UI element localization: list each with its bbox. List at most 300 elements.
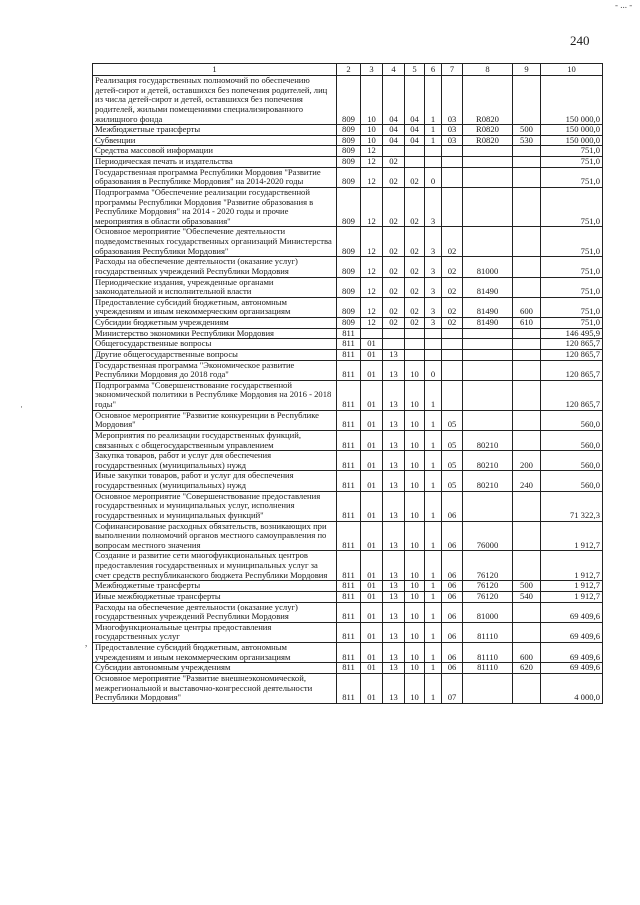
code-subsection-cell xyxy=(383,146,405,157)
code-subsection-cell: 13 xyxy=(383,663,405,674)
table-row xyxy=(93,591,603,602)
code-direction-cell: 81490 xyxy=(463,297,513,317)
row-name-cell: Многофункциональные центры предоставления государственных услуг xyxy=(93,622,337,642)
code-expense-type-cell: 540 xyxy=(513,591,541,602)
code-admin-cell: 811 xyxy=(337,491,361,521)
row-name-cell: Субсидии бюджетным учреждениям xyxy=(93,318,337,329)
code-program-cell xyxy=(405,328,425,339)
code-event-cell: 02 xyxy=(442,297,463,317)
code-subprogram-cell: 1 xyxy=(425,581,442,592)
code-section-cell: 01 xyxy=(361,602,383,622)
code-subprogram-cell: 1 xyxy=(425,673,442,703)
code-admin-cell: 809 xyxy=(337,125,361,136)
row-name-cell: Периодическая печать и издательства xyxy=(93,157,337,168)
table-row xyxy=(93,227,603,257)
code-section-cell: 01 xyxy=(361,430,383,450)
code-subprogram-cell: 1 xyxy=(425,663,442,674)
amount-cell: 751,0 xyxy=(541,257,603,277)
amount-cell: 69 409,6 xyxy=(541,643,603,663)
code-subsection-cell xyxy=(383,339,405,350)
amount-cell: 146 495,9 xyxy=(541,328,603,339)
code-direction-cell xyxy=(463,410,513,430)
amount-cell: 69 409,6 xyxy=(541,622,603,642)
code-section-cell: 12 xyxy=(361,187,383,227)
code-admin-cell: 811 xyxy=(337,451,361,471)
row-name-cell: Создание и развитие сети многофункциональных центров предоставления государственных и муниципальных услуг за счет средств республиканского бюджета Республики Мордовия xyxy=(93,551,337,581)
column-header: 8 xyxy=(463,64,513,76)
code-expense-type-cell xyxy=(513,227,541,257)
code-event-cell xyxy=(442,328,463,339)
row-name-cell: Основное мероприятие "Развитие внешнеэкономической, межрегиональной и выставочно-конгрессной деятельности Республики Мордовия" xyxy=(93,673,337,703)
code-subsection-cell: 13 xyxy=(383,410,405,430)
code-expense-type-cell xyxy=(513,410,541,430)
amount-cell: 751,0 xyxy=(541,187,603,227)
row-name-cell: Иные межбюджетные трансферты xyxy=(93,591,337,602)
code-admin-cell: 811 xyxy=(337,471,361,491)
code-section-cell: 01 xyxy=(361,360,383,380)
row-name-cell: Государственная программа Республики Мордовия "Развитие образования в Республике Мордовия" на 2014-2020 годы xyxy=(93,167,337,187)
code-section-cell: 01 xyxy=(361,521,383,551)
row-name-cell: Предоставление субсидий бюджетным, автономным учреждениям и иным некоммерческим организациям xyxy=(93,297,337,317)
code-subprogram-cell: 1 xyxy=(425,521,442,551)
code-subprogram-cell: 1 xyxy=(425,125,442,136)
code-section-cell: 01 xyxy=(361,663,383,674)
code-event-cell xyxy=(442,187,463,227)
code-subprogram-cell: 1 xyxy=(425,410,442,430)
code-subsection-cell: 02 xyxy=(383,187,405,227)
code-subsection-cell xyxy=(383,328,405,339)
code-program-cell: 02 xyxy=(405,167,425,187)
code-expense-type-cell xyxy=(513,328,541,339)
code-subprogram-cell: 3 xyxy=(425,277,442,297)
amount-cell: 751,0 xyxy=(541,157,603,168)
table-row xyxy=(93,328,603,339)
scan-dot-mark: , xyxy=(85,638,88,648)
code-program-cell: 10 xyxy=(405,591,425,602)
code-subsection-cell: 13 xyxy=(383,380,405,410)
code-expense-type-cell: 200 xyxy=(513,451,541,471)
code-program-cell: 10 xyxy=(405,663,425,674)
code-event-cell: 05 xyxy=(442,410,463,430)
code-section-cell: 01 xyxy=(361,581,383,592)
code-event-cell xyxy=(442,360,463,380)
code-admin-cell: 809 xyxy=(337,76,361,125)
code-expense-type-cell xyxy=(513,360,541,380)
code-section-cell: 01 xyxy=(361,622,383,642)
code-section-cell: 01 xyxy=(361,349,383,360)
table-row xyxy=(93,491,603,521)
code-program-cell: 02 xyxy=(405,227,425,257)
code-expense-type-cell: 620 xyxy=(513,663,541,674)
code-subprogram-cell: 3 xyxy=(425,318,442,329)
code-event-cell: 06 xyxy=(442,663,463,674)
amount-cell: 560,0 xyxy=(541,471,603,491)
amount-cell: 1 912,7 xyxy=(541,551,603,581)
code-admin-cell: 809 xyxy=(337,227,361,257)
code-admin-cell: 809 xyxy=(337,257,361,277)
row-name-cell: Субсидии автономным учреждениям xyxy=(93,663,337,674)
code-expense-type-cell xyxy=(513,521,541,551)
code-event-cell: 06 xyxy=(442,551,463,581)
code-subsection-cell: 02 xyxy=(383,157,405,168)
code-direction-cell xyxy=(463,491,513,521)
code-section-cell: 01 xyxy=(361,339,383,350)
code-section-cell: 01 xyxy=(361,643,383,663)
code-direction-cell: 81490 xyxy=(463,318,513,329)
amount-cell: 150 000,0 xyxy=(541,76,603,125)
column-header: 2 xyxy=(337,64,361,76)
row-name-cell: Мероприятия по реализации государственных функций, связанных с общегосударственным управлением xyxy=(93,430,337,450)
table-row xyxy=(93,410,603,430)
code-subprogram-cell xyxy=(425,328,442,339)
code-section-cell xyxy=(361,328,383,339)
code-direction-cell: 76000 xyxy=(463,521,513,551)
code-event-cell: 06 xyxy=(442,591,463,602)
code-section-cell: 12 xyxy=(361,157,383,168)
code-event-cell: 02 xyxy=(442,257,463,277)
code-event-cell: 05 xyxy=(442,451,463,471)
code-subprogram-cell: 1 xyxy=(425,591,442,602)
code-event-cell: 06 xyxy=(442,622,463,642)
table-row xyxy=(93,360,603,380)
code-expense-type-cell xyxy=(513,491,541,521)
code-event-cell: 06 xyxy=(442,521,463,551)
row-name-cell: Софинансирование расходных обязательств, возникающих при выполнении полномочий органов местного самоуправления по вопросам местного значения xyxy=(93,521,337,551)
code-event-cell: 02 xyxy=(442,277,463,297)
code-subsection-cell: 13 xyxy=(383,673,405,703)
code-program-cell: 10 xyxy=(405,430,425,450)
code-subsection-cell: 02 xyxy=(383,257,405,277)
code-direction-cell: 81110 xyxy=(463,663,513,674)
code-direction-cell: 81000 xyxy=(463,257,513,277)
table-row xyxy=(93,167,603,187)
code-admin-cell: 809 xyxy=(337,146,361,157)
code-direction-cell xyxy=(463,328,513,339)
code-direction-cell xyxy=(463,187,513,227)
row-name-cell: Общегосударственные вопросы xyxy=(93,339,337,350)
code-direction-cell xyxy=(463,339,513,350)
column-header: 10 xyxy=(541,64,603,76)
row-name-cell: Средства массовой информации xyxy=(93,146,337,157)
code-program-cell: 10 xyxy=(405,673,425,703)
table-row xyxy=(93,135,603,146)
amount-cell: 120 865,7 xyxy=(541,380,603,410)
code-section-cell: 01 xyxy=(361,591,383,602)
code-event-cell: 03 xyxy=(442,76,463,125)
code-direction-cell xyxy=(463,360,513,380)
amount-cell: 560,0 xyxy=(541,410,603,430)
code-admin-cell: 809 xyxy=(337,157,361,168)
table-row xyxy=(93,581,603,592)
code-section-cell: 10 xyxy=(361,135,383,146)
code-expense-type-cell xyxy=(513,622,541,642)
table-row xyxy=(93,451,603,471)
row-name-cell: Подпрограмма "Совершенствование государственной экономической политики в Республике Мордовия на 2016 - 2018 годы" xyxy=(93,380,337,410)
amount-cell: 4 000,0 xyxy=(541,673,603,703)
code-subsection-cell: 04 xyxy=(383,125,405,136)
code-direction-cell: 80210 xyxy=(463,471,513,491)
table-row xyxy=(93,146,603,157)
code-expense-type-cell: 610 xyxy=(513,318,541,329)
code-direction-cell: 81490 xyxy=(463,277,513,297)
code-subsection-cell: 13 xyxy=(383,430,405,450)
code-subprogram-cell: 1 xyxy=(425,622,442,642)
code-admin-cell: 811 xyxy=(337,643,361,663)
code-admin-cell: 811 xyxy=(337,360,361,380)
code-direction-cell xyxy=(463,227,513,257)
code-section-cell: 12 xyxy=(361,277,383,297)
code-section-cell: 10 xyxy=(361,125,383,136)
code-event-cell xyxy=(442,349,463,360)
code-direction-cell: 80210 xyxy=(463,430,513,450)
row-name-cell: Министерство экономики Республики Мордовия xyxy=(93,328,337,339)
code-event-cell xyxy=(442,339,463,350)
code-direction-cell xyxy=(463,673,513,703)
code-program-cell: 02 xyxy=(405,318,425,329)
amount-cell: 150 000,0 xyxy=(541,135,603,146)
column-header: 9 xyxy=(513,64,541,76)
code-program-cell: 10 xyxy=(405,491,425,521)
code-admin-cell: 811 xyxy=(337,551,361,581)
code-program-cell: 04 xyxy=(405,125,425,136)
row-name-cell: Основное мероприятие "Совершенствование предоставления государственных и муниципальных услуг, исполнения государственных и муниципальных функций" xyxy=(93,491,337,521)
code-direction-cell: 76120 xyxy=(463,591,513,602)
code-event-cell: 05 xyxy=(442,430,463,450)
code-expense-type-cell xyxy=(513,167,541,187)
code-program-cell: 10 xyxy=(405,410,425,430)
code-subsection-cell: 13 xyxy=(383,491,405,521)
code-admin-cell: 811 xyxy=(337,622,361,642)
amount-cell: 751,0 xyxy=(541,146,603,157)
code-program-cell: 04 xyxy=(405,135,425,146)
code-subsection-cell: 13 xyxy=(383,602,405,622)
code-expense-type-cell: 500 xyxy=(513,581,541,592)
table-row xyxy=(93,471,603,491)
code-subsection-cell: 02 xyxy=(383,167,405,187)
code-direction-cell: 76120 xyxy=(463,551,513,581)
code-event-cell xyxy=(442,380,463,410)
amount-cell: 560,0 xyxy=(541,451,603,471)
table-row xyxy=(93,521,603,551)
code-program-cell: 10 xyxy=(405,643,425,663)
code-program-cell xyxy=(405,146,425,157)
code-subsection-cell: 02 xyxy=(383,227,405,257)
table-row xyxy=(93,663,603,674)
code-direction-cell: R0820 xyxy=(463,135,513,146)
code-expense-type-cell xyxy=(513,277,541,297)
table-row xyxy=(93,551,603,581)
row-name-cell: Реализация государственных полномочий по обеспечению детей-сирот и детей, оставшихся без попечения родителей, лиц из числа детей-сирот и детей, оставшихся без попечения родителей, жилыми помещениями специализированного жилищного фонда xyxy=(93,76,337,125)
code-expense-type-cell xyxy=(513,430,541,450)
code-admin-cell: 811 xyxy=(337,521,361,551)
code-expense-type-cell: 530 xyxy=(513,135,541,146)
table-row xyxy=(93,380,603,410)
code-expense-type-cell: 600 xyxy=(513,643,541,663)
code-event-cell xyxy=(442,167,463,187)
code-subprogram-cell: 1 xyxy=(425,135,442,146)
code-program-cell: 10 xyxy=(405,471,425,491)
code-subsection-cell: 13 xyxy=(383,591,405,602)
code-subprogram-cell xyxy=(425,349,442,360)
code-program-cell: 02 xyxy=(405,257,425,277)
scan-dot-mark: · xyxy=(20,402,23,412)
row-name-cell: Периодические издания, учрежденные органами законодательной и исполнительной власти xyxy=(93,277,337,297)
table-row xyxy=(93,187,603,227)
code-event-cell: 06 xyxy=(442,643,463,663)
code-section-cell: 12 xyxy=(361,297,383,317)
code-direction-cell: R0820 xyxy=(463,125,513,136)
table-row xyxy=(93,157,603,168)
amount-cell: 751,0 xyxy=(541,277,603,297)
code-subprogram-cell xyxy=(425,339,442,350)
code-program-cell: 10 xyxy=(405,521,425,551)
code-direction-cell xyxy=(463,157,513,168)
code-expense-type-cell xyxy=(513,157,541,168)
code-expense-type-cell xyxy=(513,339,541,350)
code-subprogram-cell: 1 xyxy=(425,430,442,450)
amount-cell: 751,0 xyxy=(541,318,603,329)
code-subsection-cell: 13 xyxy=(383,643,405,663)
code-subprogram-cell: 1 xyxy=(425,380,442,410)
code-event-cell xyxy=(442,146,463,157)
code-event-cell: 03 xyxy=(442,125,463,136)
code-subprogram-cell: 1 xyxy=(425,551,442,581)
code-program-cell: 02 xyxy=(405,187,425,227)
amount-cell: 1 912,7 xyxy=(541,521,603,551)
code-direction-cell xyxy=(463,146,513,157)
table-row xyxy=(93,257,603,277)
code-subsection-cell: 13 xyxy=(383,360,405,380)
code-event-cell: 02 xyxy=(442,227,463,257)
code-subprogram-cell: 1 xyxy=(425,491,442,521)
code-section-cell: 12 xyxy=(361,146,383,157)
code-subprogram-cell: 1 xyxy=(425,76,442,125)
table-row xyxy=(93,76,603,125)
row-name-cell: Субвенции xyxy=(93,135,337,146)
table-row xyxy=(93,430,603,450)
code-expense-type-cell xyxy=(513,380,541,410)
code-expense-type-cell xyxy=(513,602,541,622)
table-row xyxy=(93,318,603,329)
row-name-cell: Государственная программа "Экономическое развитие Республики Мордовия до 2018 года" xyxy=(93,360,337,380)
code-program-cell: 10 xyxy=(405,360,425,380)
row-name-cell: Предоставление субсидий бюджетным, автономным учреждениям и иным некоммерческим организациям xyxy=(93,643,337,663)
code-subsection-cell: 13 xyxy=(383,521,405,551)
code-subsection-cell: 04 xyxy=(383,76,405,125)
column-header: 4 xyxy=(383,64,405,76)
table-header-row xyxy=(93,64,603,76)
amount-cell: 120 865,7 xyxy=(541,339,603,350)
amount-cell: 69 409,6 xyxy=(541,602,603,622)
code-section-cell: 01 xyxy=(361,410,383,430)
code-admin-cell: 809 xyxy=(337,277,361,297)
code-direction-cell xyxy=(463,349,513,360)
code-admin-cell: 809 xyxy=(337,297,361,317)
code-direction-cell: 76120 xyxy=(463,581,513,592)
code-subprogram-cell: 3 xyxy=(425,187,442,227)
code-direction-cell: 81110 xyxy=(463,622,513,642)
code-program-cell: 10 xyxy=(405,551,425,581)
amount-cell: 120 865,7 xyxy=(541,360,603,380)
code-subprogram-cell xyxy=(425,157,442,168)
code-section-cell: 01 xyxy=(361,673,383,703)
code-program-cell: 10 xyxy=(405,451,425,471)
code-admin-cell: 811 xyxy=(337,349,361,360)
code-direction-cell: 81000 xyxy=(463,602,513,622)
code-section-cell: 01 xyxy=(361,551,383,581)
table-row xyxy=(93,277,603,297)
amount-cell: 560,0 xyxy=(541,430,603,450)
page-number: 240 xyxy=(570,33,590,48)
code-admin-cell: 811 xyxy=(337,673,361,703)
code-admin-cell: 811 xyxy=(337,581,361,592)
table-row xyxy=(93,297,603,317)
code-program-cell xyxy=(405,157,425,168)
code-expense-type-cell: 240 xyxy=(513,471,541,491)
amount-cell: 150 000,0 xyxy=(541,125,603,136)
amount-cell: 751,0 xyxy=(541,227,603,257)
code-expense-type-cell xyxy=(513,551,541,581)
table-row xyxy=(93,125,603,136)
code-subprogram-cell: 3 xyxy=(425,297,442,317)
code-subprogram-cell xyxy=(425,146,442,157)
row-name-cell: Межбюджетные трансферты xyxy=(93,581,337,592)
code-program-cell: 04 xyxy=(405,76,425,125)
column-header: 3 xyxy=(361,64,383,76)
code-section-cell: 01 xyxy=(361,380,383,410)
code-admin-cell: 809 xyxy=(337,135,361,146)
code-program-cell: 02 xyxy=(405,297,425,317)
code-section-cell: 12 xyxy=(361,318,383,329)
code-program-cell: 10 xyxy=(405,581,425,592)
row-name-cell: Расходы на обеспечение деятельности (оказание услуг) государственных учреждений Республики Мордовия xyxy=(93,257,337,277)
table-row xyxy=(93,339,603,350)
code-program-cell: 02 xyxy=(405,277,425,297)
code-admin-cell: 809 xyxy=(337,187,361,227)
amount-cell: 1 912,7 xyxy=(541,591,603,602)
code-event-cell: 03 xyxy=(442,135,463,146)
code-admin-cell: 811 xyxy=(337,410,361,430)
amount-cell: 1 912,7 xyxy=(541,581,603,592)
code-section-cell: 01 xyxy=(361,491,383,521)
amount-cell: 71 322,3 xyxy=(541,491,603,521)
code-expense-type-cell xyxy=(513,673,541,703)
table-row xyxy=(93,349,603,360)
code-subsection-cell: 02 xyxy=(383,277,405,297)
table-row xyxy=(93,622,603,642)
code-admin-cell: 809 xyxy=(337,167,361,187)
code-program-cell xyxy=(405,349,425,360)
code-section-cell: 12 xyxy=(361,167,383,187)
row-name-cell: Иные закупки товаров, работ и услуг для обеспечения государственных (муниципальных) нужд xyxy=(93,471,337,491)
table-row xyxy=(93,673,603,703)
code-subsection-cell: 04 xyxy=(383,135,405,146)
code-event-cell: 06 xyxy=(442,581,463,592)
code-program-cell: 10 xyxy=(405,380,425,410)
code-subsection-cell: 13 xyxy=(383,581,405,592)
code-expense-type-cell xyxy=(513,146,541,157)
column-header: 7 xyxy=(442,64,463,76)
code-direction-cell: R0820 xyxy=(463,76,513,125)
code-direction-cell xyxy=(463,167,513,187)
code-program-cell xyxy=(405,339,425,350)
code-program-cell: 10 xyxy=(405,602,425,622)
code-event-cell: 06 xyxy=(442,602,463,622)
code-section-cell: 10 xyxy=(361,76,383,125)
code-direction-cell xyxy=(463,380,513,410)
code-subsection-cell: 13 xyxy=(383,349,405,360)
code-program-cell: 10 xyxy=(405,622,425,642)
